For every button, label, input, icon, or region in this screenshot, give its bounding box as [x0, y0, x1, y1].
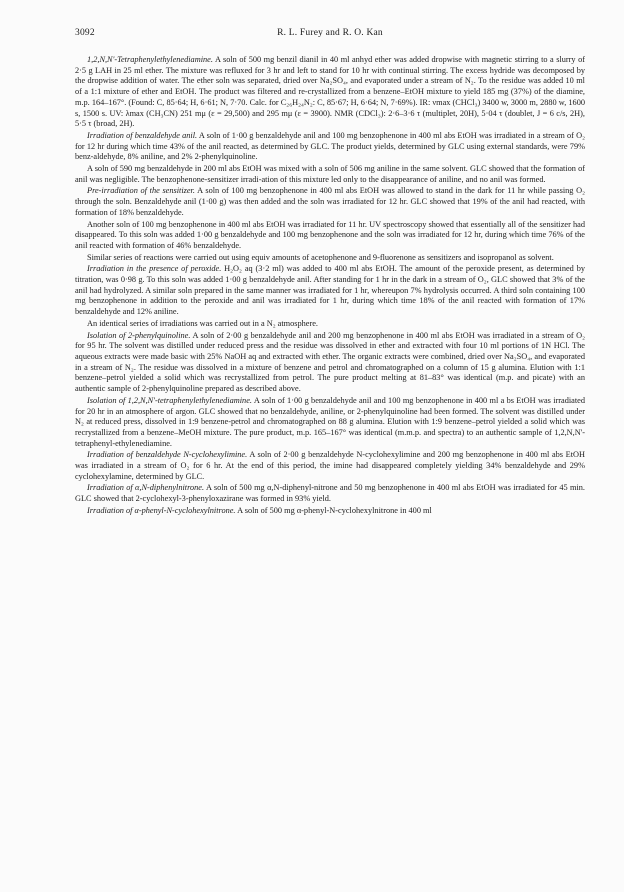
- paragraph-text: A soln of 100 mg benzophenone in 400 ml abs EtOH was allowed to stand in the dark for 11 hr while passing O₂ through the soln. Benzaldehyde anil (1·00 g) was then added and the soln was irradiated for 12 hr. GLC showed that 19% of the anil had reacted, with formation of 18% benzaldehyde.: [75, 186, 585, 217]
- running-head-authors: R. L. Furey and R. O. Kan: [277, 28, 383, 38]
- paragraph-text: H₂O₂ aq (3·2 ml) was added to 400 ml abs EtOH. The amount of the peroxide present, as determined by titration, was 0·98 g. To this soln was added 1·00 g benzaldehyde anil. After standing for 1 hr in the dark in a stream of O₂, GLC showed that 3% of the anil had hydrolyzed. A similar soln prepared in the same manner was irradiated for 1 hr, whereupon 7% hydrolysis occurred. A third soln containing 100 mg benzophenone in addition to the peroxide and anil was irradiated for 1 hr, during which time 18% of the anil reacted with formation of 17% benzaldehyde and 12% aniline.: [75, 264, 585, 317]
- section-heading: Irradiation of α-phenyl-N-cyclohexylnitrone.: [87, 505, 236, 515]
- section-heading: Isolation of 1,2,N,N'-tetraphenylethylenediamine.: [87, 395, 252, 405]
- paragraph: [75, 331, 585, 395]
- section-heading: Irradiation of α,N-diphenylnitrone.: [87, 483, 205, 493]
- paragraph: [75, 506, 585, 517]
- article-body: [75, 55, 585, 517]
- paragraph: [75, 450, 585, 482]
- section-heading: 1,2,N,N'-Tetraphenylethylenediamine.: [87, 55, 213, 64]
- section-heading: Isolation of 2-phenylquinoline.: [87, 330, 191, 340]
- paragraph-text: A soln of 500 mg α-phenyl-N-cyclohexylnitrone in 400 ml: [235, 505, 432, 515]
- paragraph: [75, 220, 585, 252]
- paragraph: [75, 483, 585, 504]
- paragraph-text: Another soln of 100 mg benzophenone in 400 ml abs EtOH was irradiated for 11 hr. UV spectroscopy showed that essentially all of the sensitizer had disappeared. To this soln was added 1·00 g benzaldehyde and 100 mg benzophenone and the soln was irradiated for 12 hr, during which time 76% of the anil reacted with formation of 46% benzaldehyde.: [75, 219, 585, 250]
- paragraph: [75, 131, 585, 163]
- paragraph: [75, 253, 585, 264]
- paragraph-text: A soln of 590 mg benzaldehyde in 200 ml abs EtOH was mixed with a soln of 506 mg aniline in the same solvent. GLC showed that the formation of anil was negligible. The benzophenone-sensitizer irradi-ation of this mixture led only to the disappearance of aniline, and no anil was formed.: [75, 164, 585, 184]
- paragraph-text: Similar series of reactions were carried out using equiv amounts of acetophenone and 9-fluorenone as sensitizers and isopropanol as solvent.: [87, 252, 554, 262]
- paragraph-text: A soln of 2·00 g benzaldehyde N-cyclohexylimine and 200 mg benzophenone in 400 ml abs EtOH was irradiated in a stream of O₂ for 6 hr. At the end of this period, the imine had disappeared completely yielding 34% benzaldehyde and 29% cyclohexylamine, determined by GLC.: [75, 450, 585, 481]
- section-heading: Irradiation of benzaldehyde anil.: [87, 130, 198, 140]
- section-heading: Irradiation of benzaldehyde N-cyclohexylimine.: [87, 450, 248, 460]
- page-header: [75, 28, 585, 42]
- paragraph: [75, 55, 585, 130]
- paragraph-text: A soln of 1·00 g benzaldehyde anil and 100 mg benzophenone in 400 ml a bs EtOH was irradiated for 20 hr in an atmosphere of argon. GLC showed that no benzaldehyde, aniline, or 2-phenylquinoline had been formed. The solvent was distilled under N₂ at reduced press, dissolved in 1:9 benzene-petrol and chromatographed on 88 g alumina. Elution with 1:9 benzene–petrol yielded a solid which was recrystallized from a benzene–MeOH mixture. The pure product, m.p. 165–167° was identical (m.m.p. and spectra) to an authentic sample of 1,2,N,N'-tetraphenyl-ethylenediamine.: [75, 395, 585, 448]
- section-heading: Irradiation in the presence of peroxide.: [87, 264, 222, 274]
- paragraph-text: A soln of 2·00 g benzaldehyde anil and 200 mg benzophenone in 400 ml abs EtOH was irradiated in a stream of O₂ for 95 hr. The solvent was distilled under reduced press and the residue was dissolved in ether and extracted with four 10 ml portions of 1N HCl. The aqueous extracts were made basic with 25% NaOH aq and extracted with ether. The organic extracts were combined, dried over Na₂SO₄, and evaporated in a stream of N₂. The residue was dissolved in a mixture of benzene and petrol and chromatographed on a column of 15 g alumina. Elution with 1:1 benzene–petrol yielded a solid which was recrystallized from petrol. The pure product melting at 81–83° was identical (m.p. and picate) with an authentic sample of 2-phenylquinoline prepared as described above.: [75, 330, 585, 394]
- paragraph: [75, 319, 585, 330]
- paragraph: [75, 264, 585, 318]
- paragraph: [75, 396, 585, 450]
- paragraph-text: An identical series of irradiations was carried out in a N₂ atmosphere.: [87, 318, 318, 328]
- paragraph-text: A soln of 1·00 g benzaldehyde anil and 100 mg benzophenone in 400 ml abs EtOH was irradiated in a stream of O₂ for 12 hr during which time 43% of the anil reacted, as determined by GLC. The product yields, determined by GLC using external standards, were 79% benz-aldehyde, 8% aniline, and 2% 2-phenylquinoline.: [75, 130, 585, 162]
- paragraph: [75, 164, 585, 185]
- paragraph-text: A soln of 500 mg α,N-diphenyl-nitrone and 50 mg benzophenone in 400 ml abs EtOH was irradiated for 45 min. GLC showed that 2-cyclohexyl-3-phenyloxazirane was formed in 93% yield.: [75, 483, 585, 504]
- paragraph-text: A soln of 500 mg benzil dianil in 40 ml anhyd ether was added dropwise with magnetic stirring to a slurry of 2·5 g LAH in 25 ml ether. The mixture was refluxed for 3 hr and left to stand for 10 hr with continual stirring. The excess hydride was decomposed by the dropwise addition of water. The ether soln was separated, dried over Na₂SO₄, and evaporated under a stream of N₂. To the residue was added 10 ml of a 1:1 mixture of ether and EtOH. The product was filtered and re-crystallized from a benzene–EtOH mixture to yield 185 mg (37%) of the diamine, m.p. 164–167°. (Found: C, 85·64; H, 6·61; N, 7·70. Calc. for C₂₆H₂₄N₂: C, 85·67; H, 6·64; N, 7·69%). IR: νmax (CHCl₃) 3400 w, 3000 m, 2880 w, 1600 s, 1500 s. UV: λmax (CH₃CN) 251 mμ (ε = 29,500) and 295 mμ (ε = 3900). NMR (CDCl₃): 2·6–3·6 τ (multiplet, 20H), 5·04 τ (doublet, J = 6 c/s, 2H), 5·5 τ (broad, 2H).: [75, 55, 585, 129]
- page-number: 3092: [75, 28, 95, 38]
- paragraph: [75, 186, 585, 218]
- section-heading: Pre-irradiation of the sensitizer.: [87, 186, 195, 196]
